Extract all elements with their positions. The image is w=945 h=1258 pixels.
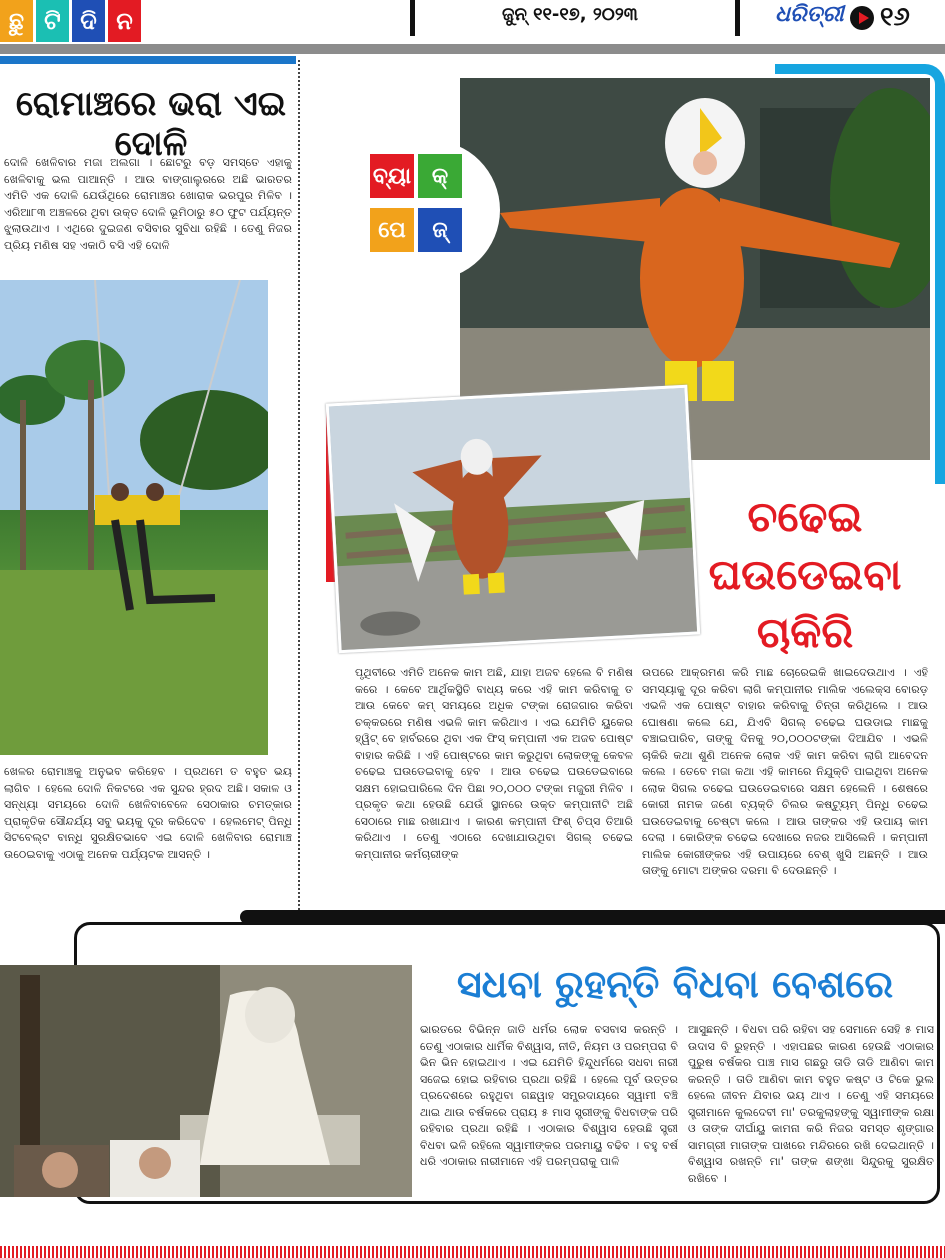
swing-illustration — [0, 280, 268, 755]
headline-line-1: ଚଢେଇ — [747, 492, 863, 541]
column-divider — [298, 60, 300, 910]
header-divider — [735, 0, 740, 36]
bird-job-article-text-continued: ଉପରେ ଆକ୍ରମଣ କରି ମାଛ ଚୋରେଇକି ଖାଇଦେଉଥାଏ । ଏହି ସମସ୍ୟାକୁ ଦୂର କରିବା ଲାଗି କମ୍ପାନୀର ମାଲିକ ଏଲେକ୍ସ ବୋରଡ଼ ଏଭଳି ଏକ ପୋଷ୍ଟ ବାହାର କରିବାକୁ ଚିନ୍ତା କରିଥିଲେ । ଆଉ ଘୋଷଣା କଲେ ଯେ, ଯିଏବି ସିଗଲ୍ ଚଢେଇ ଘଉଡାଇ ମାଛକୁ ବଞ୍ଚାଇପାରିବ, ତାଙ୍କୁ ଦିନକୁ ୨୦,୦୦୦ଟଙ୍କା ଦିଆଯିବ । ଏଭଳି ଚାକିରି କଥା ଶୁଣି ଅନେକ ଲୋକ ଏହି କାମ କରିବା ଲାଗି ଆବେଦନ କଲେ । ତେବେ ମଜା କଥା ଏହି କାମରେ ନିଯୁକ୍ତି ପାଇଥିବା ଅନେକ ଲୋକ ସିଗଲ ଚଢେଇ ଘଉଡେଇବାରେ ସକ୍ଷମ ହେଲେନି । ଶେଷରେ କୋରୀ ନାମକ ଜଣେ ବ୍ୟକ୍ତି ଚିଲର କଷ୍ଟ୍ୟୁମ୍ ପିନ୍ଧି ଚଢେଇ ଘଉଡେଇବାକୁ ଚେଷ୍ଟା କଲେ । ଆଉ ତାଙ୍କର ଏହି ଉପାୟ କାମ ଦେଲା । କୋରିଙ୍କ ଚଢେଇ ଦେଖାରେ ନଜର ଆସିଲେନି । କମ୍ପାନୀ ମାଲିକ କୋରୀଙ୍କର ଏହି ଉପାୟରେ ବେଶ୍ ଖୁସି ଅଛନ୍ତି । ଆଉ ତାଙ୍କୁ ମୋଟା ଅଙ୍କର ଦରମା ବି ଦେଉଛନ୍ତି । — [642, 666, 928, 877]
widow-attire-photo — [0, 965, 412, 1197]
badge-letter-4: ଜ୍ — [418, 208, 462, 252]
eagle-seagull-illustration — [329, 388, 697, 650]
section-logo — [0, 0, 160, 44]
widow-attire-headline: ସଧବା ରୁହନ୍ତି ବିଧବା ବେଶରେ — [456, 962, 894, 1006]
swing-photo — [0, 280, 268, 755]
eagle-seagull-photo — [326, 385, 701, 654]
widow-attire-article-text: ଭାରତରେ ବିଭିନ୍ନ ଜାତି ଧର୍ମର ଲୋକ ବସବାସ କରନ୍ତି । ତେଣୁ ଏଠାକାର ଧାର୍ମିକ ବିଶ୍ୱାସ, ନୀତି, ନିୟମ ଓ ପରମ୍ପରା ବି ଭିନ ଭିନ ହୋଇଥାଏ । ଏଇ ଯେମିତି ହିନ୍ଦୁଧର୍ମରେ ସଧବା ନାରୀ ସଜେଇ ହୋଇ ରହିବାର ପ୍ରଥା ରହିଛି । ହେଲେ ପୂର୍ବ ଉତ୍ତର ପ୍ରଦେଶରେ ରହୁଥିବା ଗଛୱାହ ସମ୍ପ୍ରଦାୟରେ ସ୍ୱାମୀ ବଞ୍ଚି ଥାଇ ଥାଉ ବର୍ଷକରେ ପ୍ରାୟ ୫ ମାସ ସ୍ତ୍ରୀଙ୍କୁ ବିଧବାଙ୍କ ପରି ରହିବାର ପ୍ରଥା ରହିଛି । ଏଠାକାର ବିଶ୍ୱାସ ହେଉଛି ସ୍ତ୍ରୀ ବିଧବା ଭଳି ରହିଲେ ସ୍ୱାମୀଙ୍କର ପରମାୟୁ ବଢିବ । ବହୁ ବର୍ଷ ଧରି ଏଠାକାର ନାରୀମାନେ ଏହି ପରମ୍ପରାକୁ ପାଳି — [420, 1023, 678, 1168]
section-letter-3: ଦି — [72, 0, 105, 42]
badge-letter-2: କ୍ — [418, 154, 462, 198]
column-rule — [0, 56, 296, 64]
swing-article-text: ଦୋଳି ଖେଳିବାର ମଜା ଅଲଗା । ଛୋଟରୁ ବଡ଼ ସମସ୍ତେ ଏହାକୁ ଖେଳିବାକୁ ଭଲ ପାଆନ୍ତି । ଆଉ ବାଙ୍ଗାଲୁରରେ ଅଛି ଭାରତର ଏମିତି ଏକ ଦୋଳି ଯେଉଁଥିରେ ରୋମାଞ୍ଚର ଖୋରାକ ଭରପୁର ମିଳିବ । ଏରିଆ୮୩ ଅଞ୍ଚଳରେ ଥିବା ଉକ୍ତ ଦୋଳି ଭୂମିଠାରୁ ୫୦ ଫୁଟ ପର୍ଯ୍ୟନ୍ତ ଝୁଲାଉଥାଏ । ଏଥିରେ ଦୁଇଜଣ ବସିବାର ସୁବିଧା ରହିଛି । ତେଣୁ ନିଜର ପ୍ରିୟ ମଣିଷ ସହ ଏକାଠି ବସି ଏହି ଦୋଳି — [4, 156, 292, 252]
section-letter-4: ନ — [108, 0, 141, 42]
header-rule — [0, 44, 945, 54]
headline-line-3: ଚାକିରି — [756, 608, 854, 657]
bird-job-article-text: ପୃଥିବୀରେ ଏମିତି ଅନେକ କାମ ଅଛି, ଯାହା ଅଜବ ହେଲେ ବି ମଣିଷ କରେ । କେବେ ଆର୍ଥିକସ୍ଥିତି ବାଧ୍ୟ କରେ ଏହି କାମ କରିବାକୁ ତ ଆଉ କେବେ କମ୍ ସମୟରେ ଅଧିକ ଟଙ୍କା ରୋଜଗାର କରିବା ଚକ୍କରରେ ମଣିଷ ଏଭଳି କାମ କରିଥାଏ । ଏଇ ଯେମିତି ୟୁକେର ହ୍ୱିଟ୍ ବେ ହାର୍ବରରେ ଥିବା ଏକ ଫିସ୍ କମ୍ପାନୀ ଏକ ଅଜବ ପୋଷ୍ଟ ବାହାର କରିଛି । ଏହି ପୋଷ୍ଟରେ କାମ କରୁଥିବା ଲୋକଙ୍କୁ କେବଳ ଚଢେଇ ଘଉଡେଇବାକୁ ହେବ । ଆଉ ଚଢେଇ ଘଉଡେଇବାରେ ସକ୍ଷମ ହୋଇପାରିଲେ ଦିନ ପିଛା ୨୦,୦୦୦ ଟଙ୍କା ମଜୁରୀ ମିଳିବ । ପ୍ରକୃତ କଥା ହେଉଛି ଯେଉଁ ସ୍ଥାନରେ ଉକ୍ତ କମ୍ପାନୀଟି ଅଛି ସେଠାରେ ମାଛ ରଖାଯାଏ । କାରଣ କମ୍ପାନୀ ଫିଶ୍ ଚିପ୍ସ ତିଆରି କରିଥାଏ । ତେଣୁ ଏଠାରେ ଦେଖାଯାଉଥିବା ସିଗଲ୍ ଚଢେଇ କମ୍ପାନୀର କର୍ମଚାରୀଙ୍କ — [355, 666, 633, 861]
bird-job-headline — [700, 488, 910, 662]
widow-attire-illustration — [0, 965, 412, 1197]
header-divider — [410, 0, 415, 36]
swing-article-text-continued: ଖେଳର ରୋମାଞ୍ଚକୁ ଅନୁଭବ କରିହେବ । ପ୍ରଥମେ ତ ବହୁତ ଭୟ ଲାଗିବ । ହେଲେ ଦୋଳି ନିକଟରେ ଏକ ସୁନ୍ଦର ହ୍ରଦ ଅଛି। ସକାଳ ଓ ସନ୍ଧ୍ୟା ସମୟରେ ଦୋଳି ଖେଳିବାବେଳେ ସେଠାକାର ଚମତ୍କାର ପ୍ରାକୃତିକ ସୌନ୍ଦର୍ଯ୍ୟ ସବୁ ଭୟକୁ ଦୂର କରିଦେବ । ହେଲମେଟ୍ ପିନ୍ଧି ସିଟବେଲ୍ଟ ବାନ୍ଧି ସୁରକ୍ଷିତଭାବେ ଏଇ ଦୋଳି ଖେଳିବାର ରୋମାଞ୍ଚ ଉଠେଇବାକୁ ଏଠାକୁ ଅନେକ ପର୍ଯ୍ୟଟକ ଆସନ୍ତି । — [4, 765, 292, 861]
badge-letter-3: ପେ — [370, 208, 414, 252]
section-letter-2: ଟି — [36, 0, 69, 42]
back-page-badge — [360, 140, 500, 280]
widow-attire-article-text-continued: ଆସୁଛନ୍ତି । ବିଧବା ପରି ରହିବା ସହ ସେମାନେ ସେହି ୫ ମାସ ଉଦାସ ବି ରୁହନ୍ତି । ଏହାପଛର କାରଣ ହେଉଛି ଏଠାକାର ପୁରୁଷ ବର୍ଷକର ପାଞ୍ଚ ମାସ ଗଛରୁ ତାଡି ତାଡି ଆଣିବା କାମ କରନ୍ତି । ତାଡି ଆଣିବା କାମ ବହୁତ କଷ୍ଟ ଓ ଟିକେ ଭୁଲ ହେଲେ ଜୀବନ ଯିବାର ଭୟ ଥାଏ । ତେଣୁ ଏହି ସମୟରେ ସ୍ତ୍ରୀମାନେ କୁଲଦେବୀ ମା' ତରକୁଲାହଙ୍କୁ ସ୍ୱାମୀଙ୍କ ରକ୍ଷା ଓ ତାଙ୍କ ଦୀର୍ଘାୟୁ କାମନା କରି ନିଜର ସମସ୍ତ ଶୃଙ୍ଗାର ସାମଗ୍ରୀ ମାତାଙ୍କ ପାଖରେ ମନ୍ଦିରରେ ରଖି ଦେଇଥାନ୍ତି । ବିଶ୍ୱାସ ରଖନ୍ତି ମା' ତାଙ୍କ ଶଙ୍ଖା ସିନ୍ଦୁରକୁ ସୁରକ୍ଷିତ ରଖିବେ । — [688, 1023, 934, 1185]
page-number: ୧୬ — [880, 2, 910, 32]
section-letter-1: ଛୁ — [0, 0, 33, 42]
newspaper-logo: ଧରିତ୍ରୀ — [775, 2, 844, 27]
badge-letter-1: ବ୍ୟା — [370, 154, 414, 198]
headline-line-2: ଘଉଡେଇବା — [708, 550, 902, 599]
play-icon — [850, 6, 874, 30]
swing-headline: ରୋମାଞ୍ଚରେ ଭରା ଏଇ ଦୋଳି — [15, 84, 287, 164]
footer-rule — [0, 1246, 945, 1258]
issue-date: ଜୁନ୍ ୧୧-୧୭, ୨୦୨୩ — [502, 4, 638, 25]
